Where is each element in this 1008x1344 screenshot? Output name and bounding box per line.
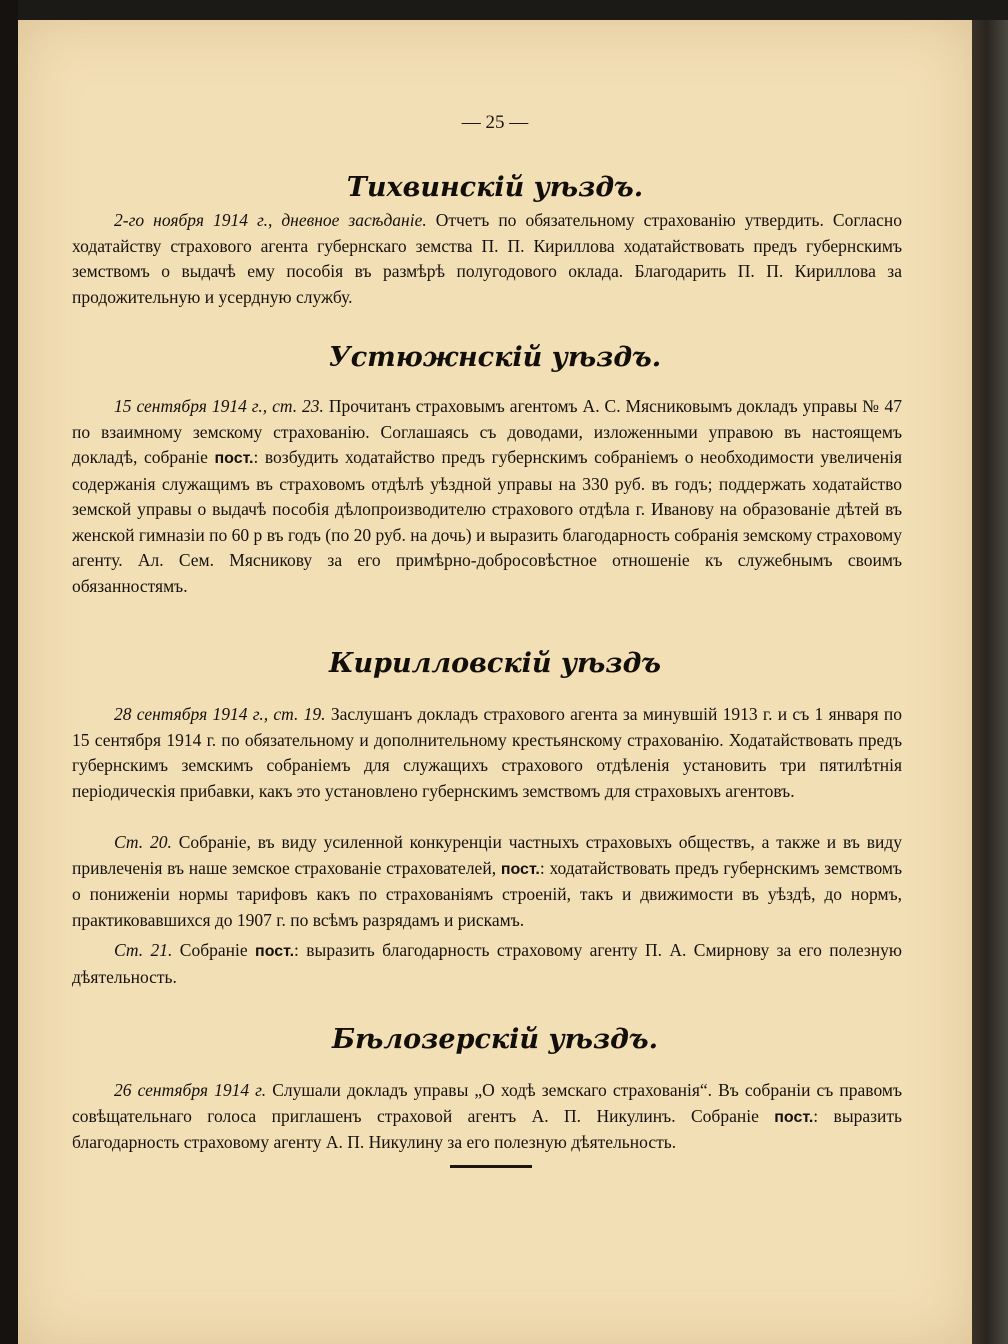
resolution-mark: пост. — [774, 1108, 814, 1126]
section-heading: Устюжнскій уѣздъ. — [328, 342, 662, 373]
paragraph — [72, 938, 902, 990]
paragraph — [72, 702, 902, 804]
paragraph-text: : выразить благодарность страховому агенту А. П. Никулину за его полезную дѣятельность. — [72, 1105, 902, 1152]
paragraph-lead: 28 сентября 1914 г., ст. 19. — [114, 704, 326, 724]
book-edge — [972, 20, 1008, 1344]
document-page — [18, 20, 972, 1344]
paragraph-text: Слушали докладъ управы „О ходѣ земскаго страхованія“. Въ собраніи съ правомъ совѣщательнаго голоса приглашенъ страховой агентъ А. П. Никулинъ. Собраніе — [72, 1080, 902, 1126]
paragraph-text: Собраніе — [172, 940, 256, 960]
resolution-mark: пост. — [500, 860, 540, 878]
resolution-mark: пост. — [255, 943, 295, 960]
paragraph-text: : выразить благодарность страховому агенту П. А. Смирнову за его полезную дѣятельность. — [72, 940, 902, 987]
section-heading: Кирилловскій уѣздъ — [328, 648, 662, 679]
section-heading: Тихвинскій уѣздъ. — [346, 172, 644, 203]
paragraph-text: : возбудить ходатайство предъ губернскимъ собраніемъ о необходимости увеличенія содержанія служащимъ въ страховомъ отдѣлѣ уѣздной управы на 330 руб. въ годъ; поддержать ходатайство земской управы о выдачѣ пособія дѣлопроизводителю страхового отдѣла г. Иванову на образованіе дѣтей въ женской гимназіи по 60 р въ годъ (по 20 руб. на дочь) и выразить благодарность собранія земскому страховому агенту. Ал. Сем. Мясникову за его примѣрно-добросовѣстное отношеніе къ служебнымъ своимъ обязанностямъ. — [72, 447, 902, 596]
book-gutter — [0, 0, 18, 1344]
closing-rule — [450, 1165, 532, 1168]
paragraph-text: Заслушанъ докладъ страхового агента за минувшій 1913 г. и съ 1 января по 15 сентября 1914 г. по обязательному и дополнительному крестьянскому страхованію. Ходатайствовать предъ губернскимъ земскимъ собраніемъ для служащихъ страхового отдѣленія установить три пятилѣтнія періодическія прибавки, какъ это установлено губернскимъ земствомъ для страховыхъ агентовъ. — [72, 704, 902, 801]
paragraph-text: Отчетъ по обязательному страхованію утвердить. Согласно ходатайству страхового агента губернскаго земства П. П. Кириллова ходатайствовать предъ губернскимъ земствомъ о выдачѣ ему пособія въ размѣрѣ полугодового оклада. Благодарить П. П. Кириллова за продожительную и усердную службу. — [72, 210, 902, 307]
page-number: — 25 — — [461, 112, 529, 133]
paragraph-lead: 2-го ноября 1914 г., дневное засѣданіе. — [114, 210, 427, 230]
paragraph-lead: 15 сентября 1914 г., ст. 23. — [114, 396, 324, 416]
paragraph-text: : ходатайствовать предъ губернскимъ земствомъ о пониженіи нормы тарифовъ какъ по страхованіямъ строеній, такъ и движимости въ уѣздѣ, до нормъ, практиковавшихся до 1907 г. по всѣмъ разрядамъ и рискамъ. — [72, 857, 903, 930]
paragraph — [72, 394, 902, 599]
paragraph-text: Прочитанъ страховымъ агентомъ А. С. Мясниковымъ докладъ управы № 47 по взаимному земскому страхованію. Соглашаясь съ доводами, изложенными управою въ настоящемъ докладѣ, собраніе — [72, 396, 902, 467]
resolution-mark: пост. — [214, 450, 254, 467]
paragraph-lead: 26 сентября 1914 г. — [114, 1080, 267, 1100]
paragraph-lead: Ст. 21. — [114, 940, 173, 960]
section-heading: Бѣлозерскій уѣздъ. — [331, 1024, 658, 1055]
paragraph — [72, 1078, 902, 1156]
paragraph — [72, 830, 902, 933]
paragraph — [72, 208, 902, 310]
paragraph-text: Собраніе, въ виду усиленной конкуренціи частныхъ страховыхъ обществъ, а также и въ виду привлеченія въ наше земское страхованіе страхователей, — [72, 832, 902, 878]
paragraph-lead: Ст. 20. — [114, 832, 172, 852]
